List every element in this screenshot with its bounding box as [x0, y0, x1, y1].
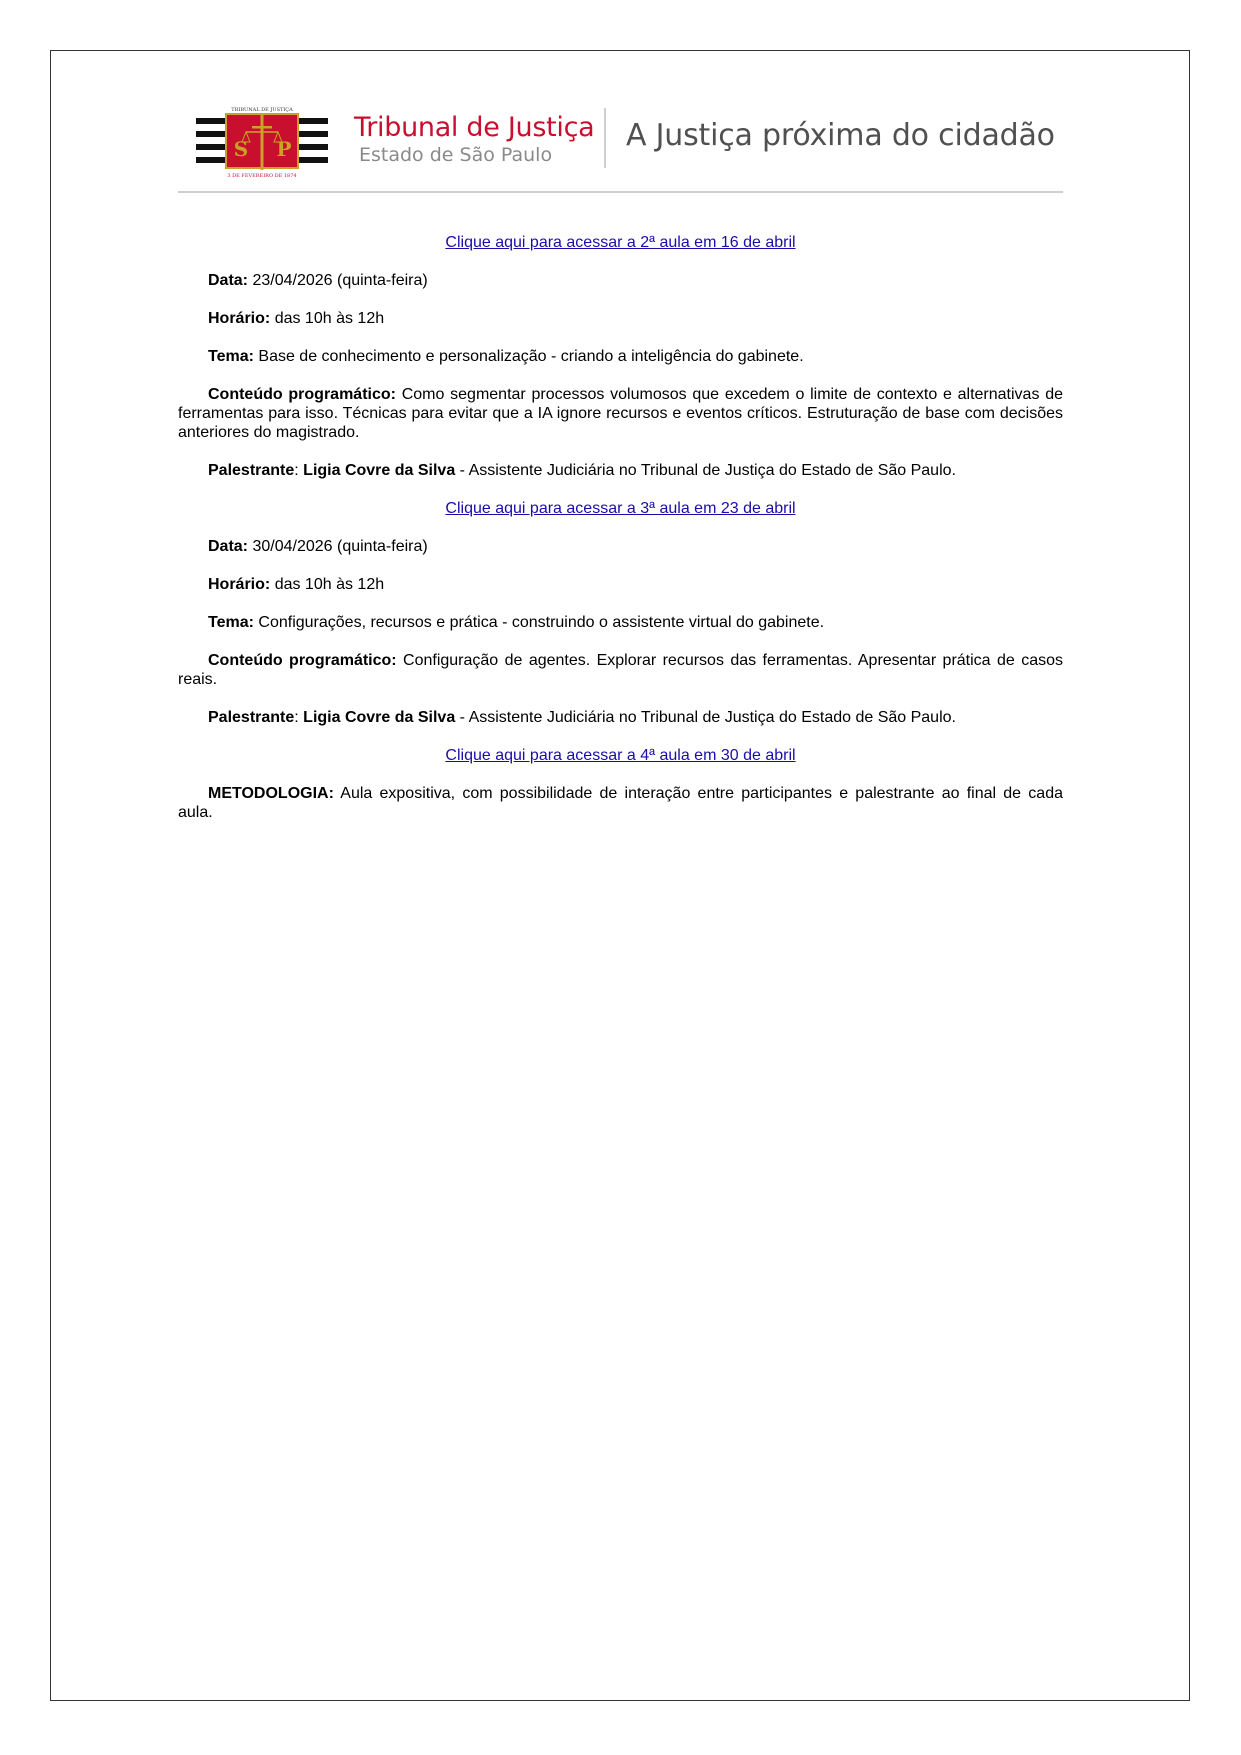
metodologia	[178, 784, 1063, 822]
link-aula-3-line	[178, 499, 1063, 518]
aula3-data-value: 23/04/2026 (quinta-feira)	[252, 272, 428, 289]
aula4-palestrante-nome: Ligia Covre da Silva	[303, 709, 456, 726]
label-tema: Tema:	[208, 614, 254, 631]
label-colon: :	[294, 709, 299, 726]
link-aula-3[interactable]: Clique aqui para acessar a 3ª aula em 23 de abril	[445, 500, 796, 517]
label-tema: Tema:	[208, 348, 254, 365]
brand	[354, 112, 594, 166]
aula4-conteudo-value: Configuração de agentes. Explorar recursos das ferramentas. Apresentar prática de casos reais.	[178, 652, 1063, 688]
brand-divider	[604, 108, 606, 168]
aula4-data	[178, 537, 1063, 556]
aula4-tema-value: Configurações, recursos e prática - construindo o assistente virtual do gabinete.	[258, 614, 825, 631]
aula3-tema	[178, 347, 1063, 366]
metodologia-value: Aula expositiva, com possibilidade de interação entre participantes e palestrante ao final de cada aula.	[178, 785, 1063, 821]
tagline: A Justiça próxima do cidadão	[626, 118, 1055, 153]
label-horario: Horário:	[208, 310, 271, 327]
header	[196, 104, 1076, 182]
label-data: Data:	[208, 272, 249, 289]
label-horario: Horário:	[208, 576, 271, 593]
aula3-horario-value: das 10h às 12h	[274, 310, 385, 327]
aula3-horario	[178, 309, 1063, 328]
aula4-conteudo	[178, 651, 1063, 689]
aula4-horario	[178, 575, 1063, 594]
aula4-data-value: 30/04/2026 (quinta-feira)	[252, 538, 428, 555]
seal-bottom-text: 3 DE FEVEREIRO DE 1874	[227, 173, 297, 179]
tjsp-seal-logo	[196, 104, 328, 180]
link-aula-2-line	[178, 233, 1063, 252]
link-aula-4-line	[178, 746, 1063, 765]
label-palestrante: Palestrante	[208, 462, 295, 479]
seal-letter-s: S	[233, 137, 249, 161]
label-palestrante: Palestrante	[208, 709, 295, 726]
link-aula-4[interactable]: Clique aqui para acessar a 4ª aula em 30 de abril	[445, 747, 796, 764]
aula3-tema-value: Base de conhecimento e personalização - criando a inteligência do gabinete.	[258, 348, 804, 365]
aula3-palestrante-cargo: - Assistente Judiciária no Tribunal de Justiça do Estado de São Paulo.	[455, 462, 956, 479]
seal-top-text: TRIBUNAL DE JUSTIÇA	[231, 107, 293, 113]
brand-subtitle: Estado de São Paulo	[359, 144, 553, 166]
aula3-palestrante-nome: Ligia Covre da Silva	[303, 462, 456, 479]
aula4-horario-value: das 10h às 12h	[274, 576, 385, 593]
aula4-tema	[178, 613, 1063, 632]
seal-letter-p: P	[276, 137, 292, 161]
label-colon: :	[294, 462, 299, 479]
label-conteudo: Conteúdo programático:	[208, 652, 397, 669]
aula4-palestrante	[178, 708, 1063, 727]
link-aula-2[interactable]: Clique aqui para acessar a 2ª aula em 16 de abril	[445, 234, 796, 251]
brand-title: Tribunal de Justiça	[354, 112, 595, 143]
label-conteudo: Conteúdo programático:	[208, 386, 396, 403]
aula3-data	[178, 271, 1063, 290]
label-metodologia: METODOLOGIA:	[208, 785, 334, 802]
aula3-conteudo	[178, 385, 1063, 442]
label-data: Data:	[208, 538, 249, 555]
aula3-conteudo-value: Como segmentar processos volumosos que excedem o limite de contexto e alternativas de ferramentas para isso. Técnicas para evitar que a IA ignore recursos e eventos críticos. Estruturação de base com decisões anteriores do magistrado.	[178, 386, 1063, 441]
header-divider	[178, 191, 1063, 193]
aula4-palestrante-cargo: - Assistente Judiciária no Tribunal de Justiça do Estado de São Paulo.	[455, 709, 956, 726]
document-body	[178, 233, 1063, 841]
aula3-palestrante	[178, 461, 1063, 480]
